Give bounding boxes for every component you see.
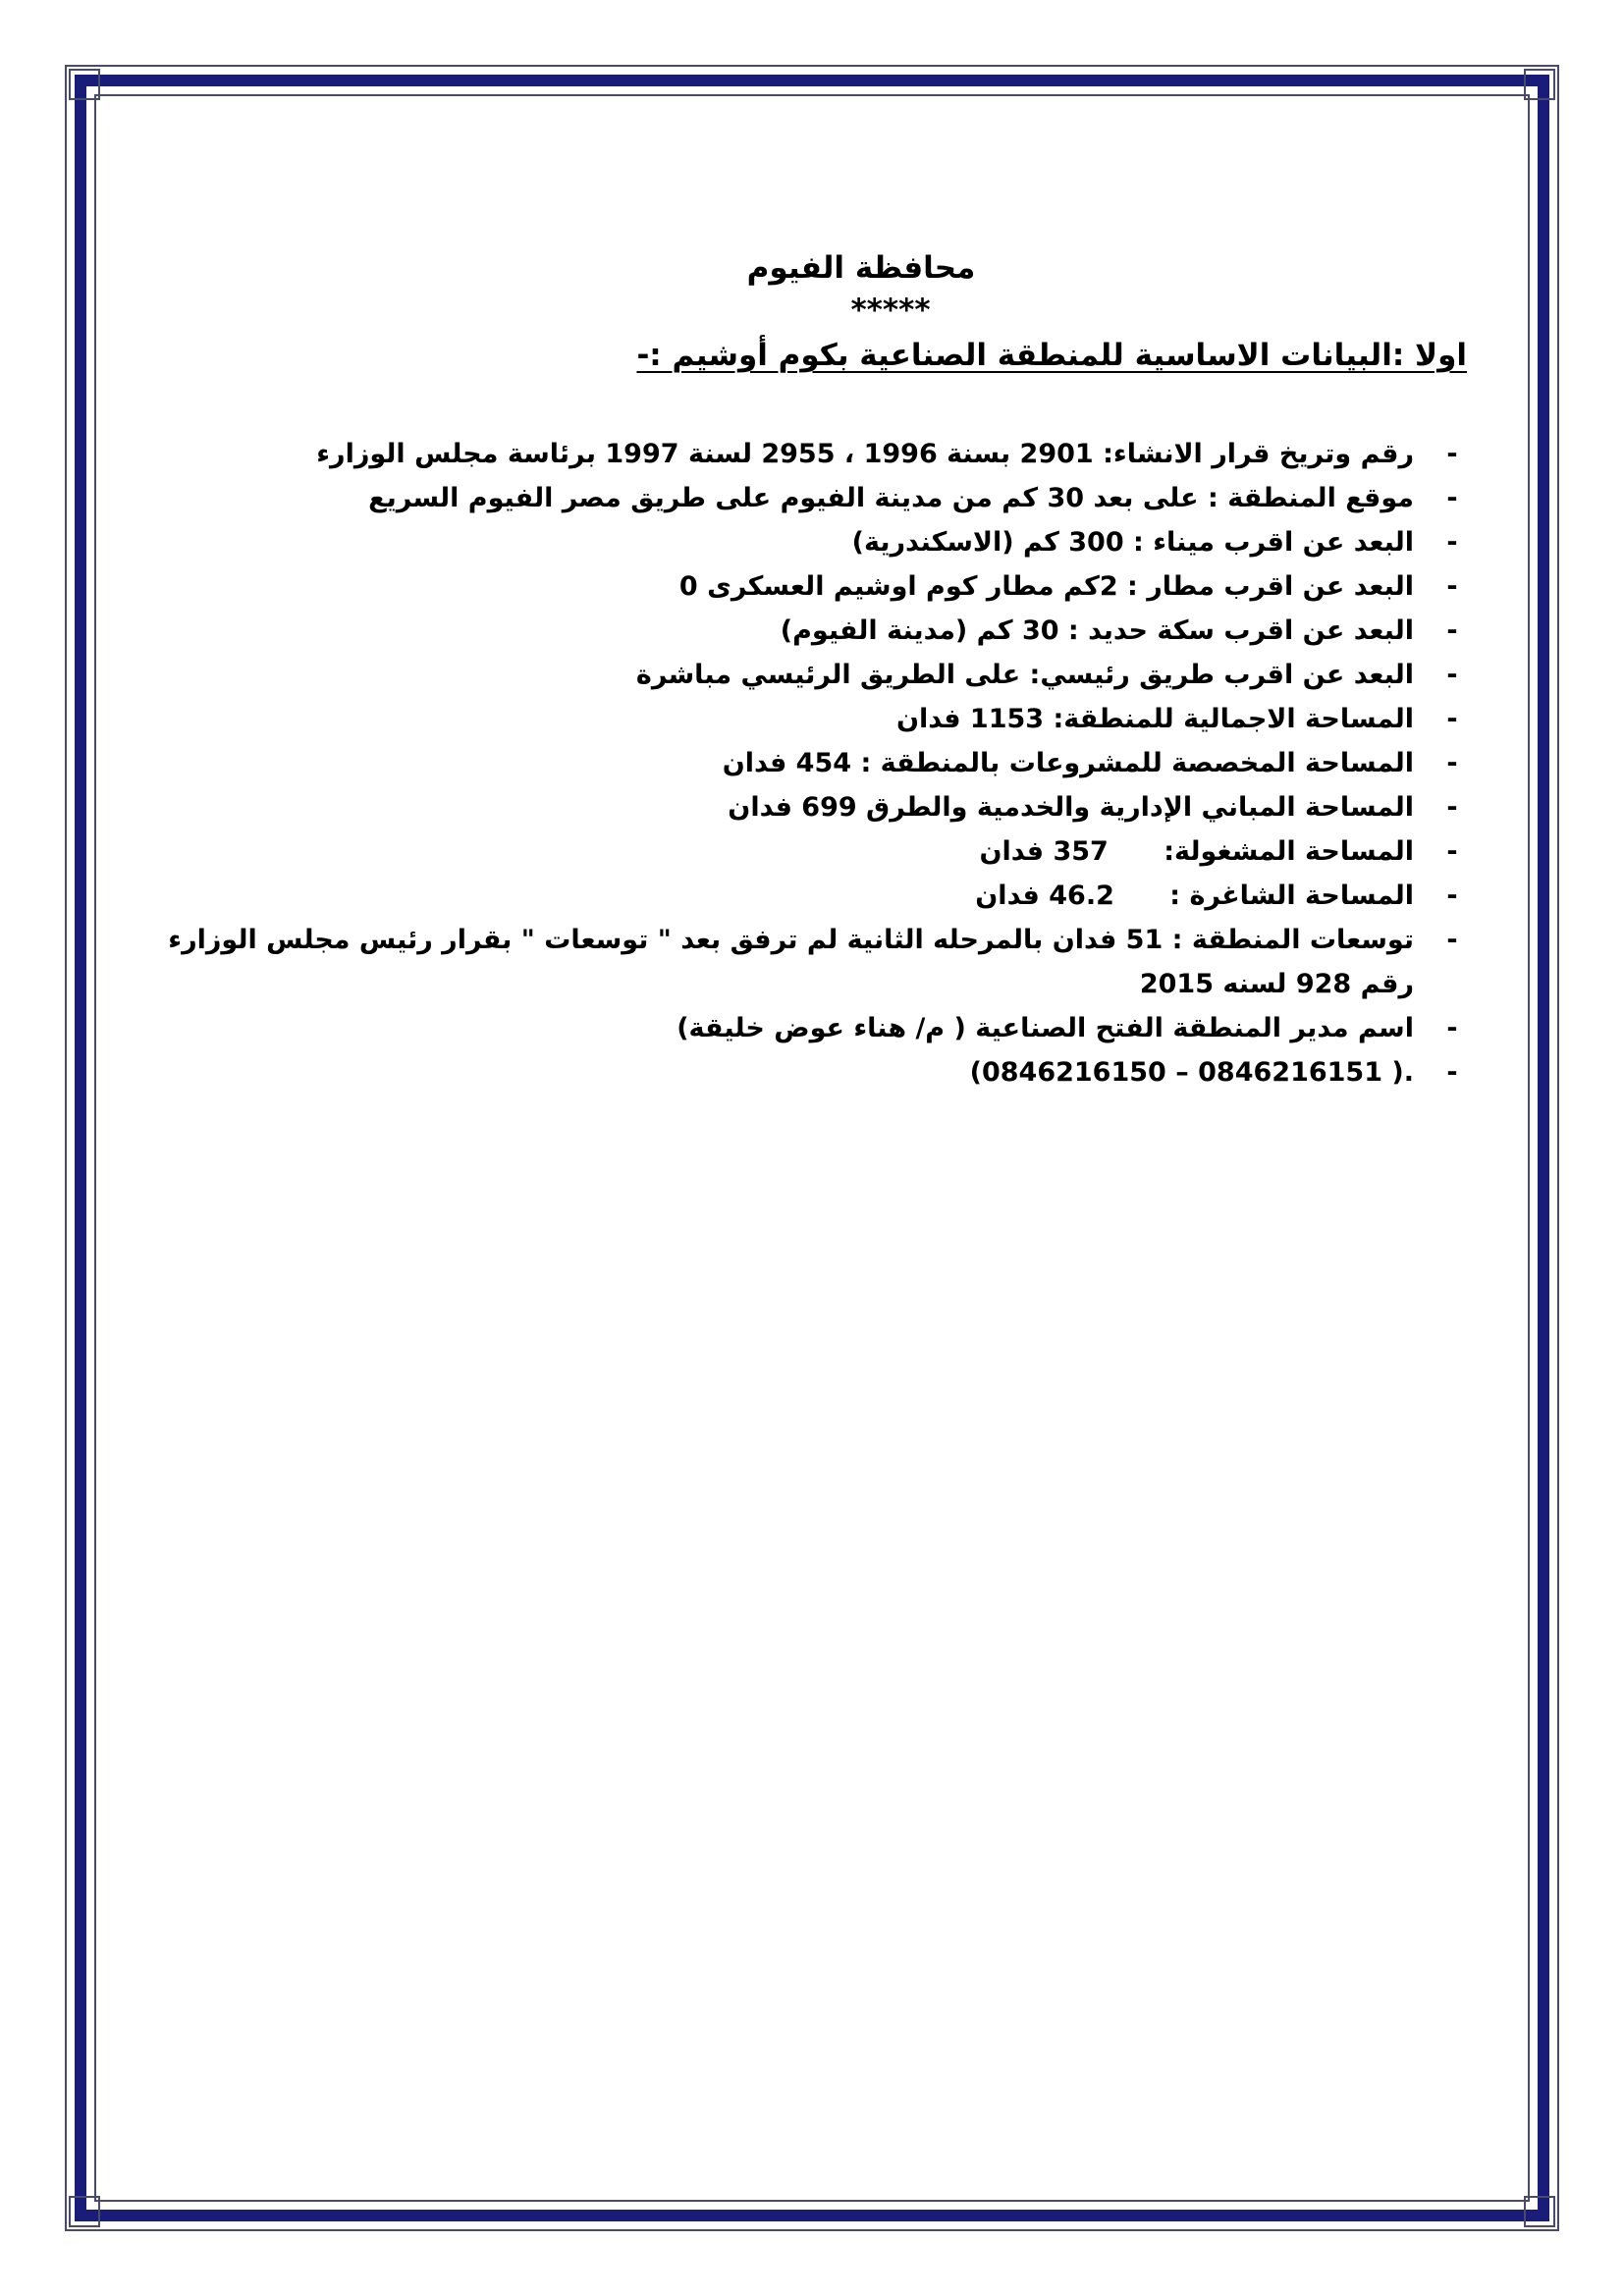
list-item xyxy=(157,697,1467,741)
bullet-dash: - xyxy=(1446,881,1458,911)
list-item xyxy=(157,1050,1467,1095)
list-item-text: (0846216150 – 0846216151 ). xyxy=(969,1057,1414,1088)
list-item-text: البعد عن اقرب سكة حديد : 30 كم (مدينة الفيوم) xyxy=(780,615,1414,646)
section-title: اولا :البيانات الاساسية للمنطقة الصناعية بكوم أوشيم :- xyxy=(636,338,1467,373)
border-corner-ornament xyxy=(69,69,100,100)
bullet-dash: - xyxy=(1446,925,1458,955)
bullet-dash: - xyxy=(1446,1057,1458,1088)
bullet-dash: - xyxy=(1446,483,1458,513)
list-item xyxy=(157,653,1467,697)
list-item-text: البعد عن اقرب مطار : 2كم مطار كوم اوشيم العسكرى 0 xyxy=(678,571,1414,602)
list-item xyxy=(157,520,1467,564)
heading-separator: ***** xyxy=(850,293,931,328)
document-body xyxy=(157,245,1467,1095)
border-corner-ornament xyxy=(1524,2196,1555,2227)
list-item-text: البعد عن اقرب طريق رئيسي: على الطريق الرئيسي مباشرة xyxy=(635,660,1414,690)
list-item xyxy=(157,785,1467,829)
list-item-text: المساحة المباني الإدارية والخدمية والطرق 699 فدان xyxy=(728,792,1414,823)
list-item xyxy=(157,476,1467,520)
list-item xyxy=(157,432,1467,476)
list-item xyxy=(157,741,1467,785)
bullet-dash: - xyxy=(1446,792,1458,823)
list-item-text: المساحة المشغولة: 357 فدان xyxy=(979,836,1414,867)
border-corner-ornament xyxy=(69,2196,100,2227)
list-item-text: موقع المنطقة : على بعد 30 كم من مدينة الفيوم على طريق مصر الفيوم السريع xyxy=(368,483,1414,513)
list-item-text: المساحة المخصصة للمشروعات بالمنطقة : 454 فدان xyxy=(722,748,1414,778)
list-item xyxy=(157,1006,1467,1050)
bullet-dash: - xyxy=(1446,704,1458,734)
list-item xyxy=(157,609,1467,653)
list-item-text: المساحة الشاغرة : 46.2 فدان xyxy=(975,881,1414,911)
list-item-text: توسعات المنطقة : 51 فدان بالمرحله الثانية لم ترفق بعد " توسعات " بقرار رئيس مجلس الوزارء رقم 928 لسنه 2015 xyxy=(168,925,1414,999)
bullet-dash: - xyxy=(1446,1013,1458,1043)
bullet-dash: - xyxy=(1446,571,1458,602)
list-item xyxy=(157,918,1467,1006)
bullet-dash: - xyxy=(1446,615,1458,646)
list-item xyxy=(157,564,1467,609)
list-item-text: البعد عن اقرب ميناء : 300 كم (الاسكندرية) xyxy=(851,527,1414,558)
list-item xyxy=(157,874,1467,918)
bullet-dash: - xyxy=(1446,439,1458,469)
document-heading: محافظة الفيوم xyxy=(746,250,976,286)
list-item-text: اسم مدير المنطقة الفتح الصناعية ( م/ هناء عوض خليقة) xyxy=(677,1013,1414,1043)
bullet-dash: - xyxy=(1446,836,1458,867)
list-item xyxy=(157,829,1467,874)
list-item-text: المساحة الاجمالية للمنطقة: 1153 فدان xyxy=(895,704,1414,734)
bullet-dash: - xyxy=(1446,748,1458,778)
bullet-dash: - xyxy=(1446,527,1458,558)
border-corner-ornament xyxy=(1524,69,1555,100)
list-item-text: رقم وتريخ قرار الانشاء: 2901 بسنة 1996 ، 2955 لسنة 1997 برئاسة مجلس الوزارء xyxy=(316,439,1414,469)
bullet-dash: - xyxy=(1446,660,1458,690)
info-list xyxy=(157,432,1467,1095)
